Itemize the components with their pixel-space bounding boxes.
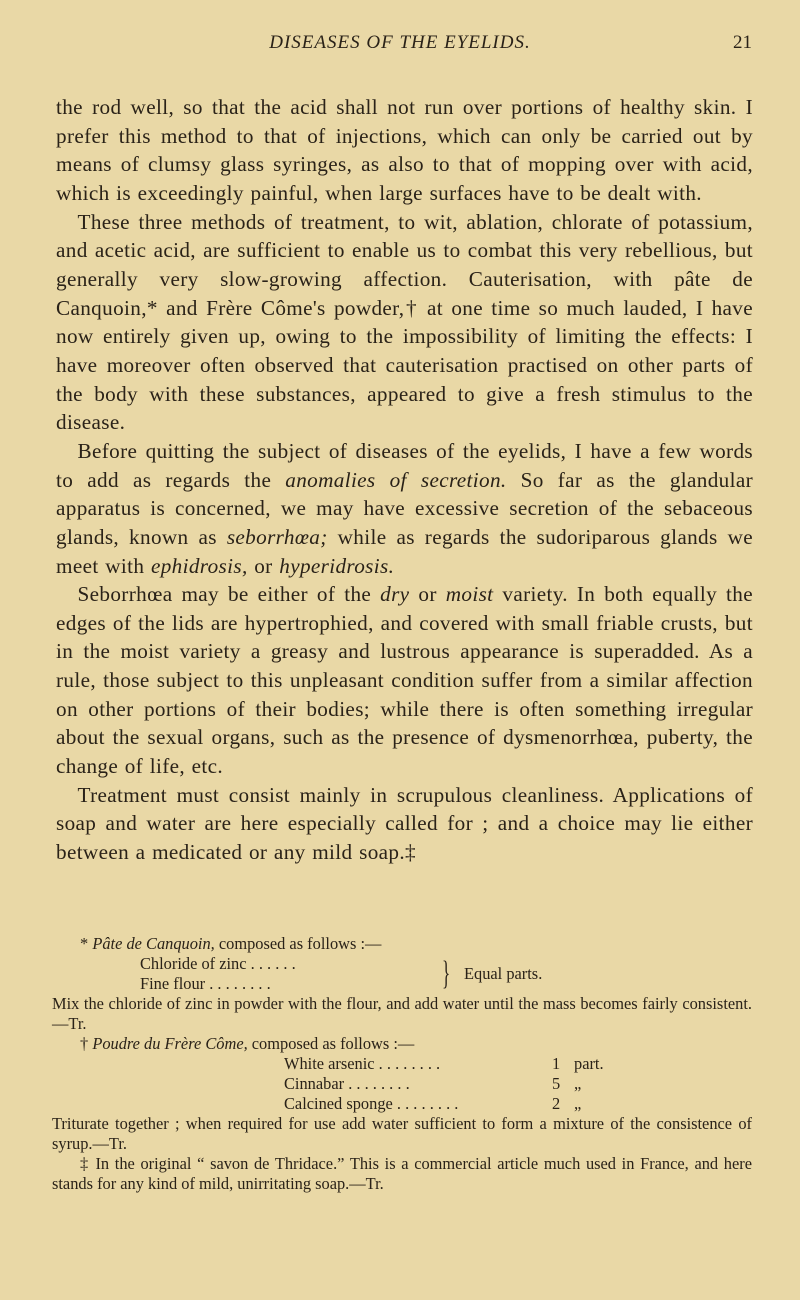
footnote-1-recipe [52,954,752,994]
page-header [0,32,800,62]
recipe-row: Chloride of zinc . . . . . . [140,954,296,973]
paragraph: These three methods of treatment, to wit, ablation, chlorate of potassium, and acetic acid, are sufficient to enable us to combat this very rebellious, but generally very slow-growing affection. Cauterisation, with pâte de Canquoin,* and Frère Côme's powder,† at one time so much lauded, I have now entirely given up, owing to the impossibility of limiting the effects: I have moreover often observed that cauterisation practised on other parts of the body with these substances, appeared to give a fresh stimulus to the disease. [56,209,753,435]
footnote-3-text: ‡ In the original “ savon de Thridace.” This is a commercial article much used in France, and here stands for any kind of mild, unirritating soap.—Tr. [52,1154,752,1193]
brace: } [442,955,451,992]
footnote-1-text: Mix the chloride of zinc in powder with the flour, and add water until the mass becomes fairly consistent.—Tr. [52,994,752,1033]
paragraph: the rod well, so that the acid shall not run over portions of healthy skin. I prefer this method to that of injections, which can only be carried out by means of clumsy glass syringes, as also to that of mopping over with acid, which is exceedingly painful, when large surfaces have to be dealt with. [56,95,753,205]
recipe-row: Cinnabar . . . . . . . . 5 „ [284,1074,582,1093]
page-number: 21 [733,32,752,53]
footnote-2-text: Triturate together ; when required for use add water sufficient to form a mixture of the consistence of syrup.—Tr. [52,1114,752,1153]
paragraph: Before quitting the subject of diseases of the eyelids, I have a few words to add as regards the anomalies of secretion. So far as the glandular apparatus is concerned, we may have excessive secretion of the sebaceous glands, known as seborrhœa; while as regards the sudoriparous glands we meet with ephidrosis, or hyperidrosis. [56,438,753,578]
recipe-row: Calcined sponge . . . . . . . . 2 „ [284,1094,582,1113]
paragraph: Treatment must consist mainly in scrupulous cleanliness. Applications of soap and water are here especially called for ; and a choice may lie either between a medicated or any mild soap.‡ [56,782,753,865]
running-title: DISEASES OF THE EYELIDS. [269,32,531,53]
paragraph: Seborrhœa may be either of the dry or moist variety. In both equally the edges of the lids are hypertrophied, and covered with small friable crusts, but in the moist variety a greasy and lustrous appearance is superadded. As a rule, those subject to this unpleasant condition suffer from a similar affection on other portions of their bodies; while there is often something irregular about the sexual organs, such as the presence of dysmenorrhœa, puberty, the change of life, etc. [56,582,753,779]
recipe-quantity: Equal parts. [464,964,543,983]
footnote-1-heading: * Pâte de Canquoin, composed as follows :— [80,934,382,953]
footnote-2-heading: † Poudre du Frère Côme, composed as follows :— [80,1034,415,1053]
body-text [56,93,753,867]
recipe-row: White arsenic . . . . . . . . 1 part. [284,1054,604,1073]
recipe-row: Fine flour . . . . . . . . [140,974,271,993]
footnote-2-recipe [52,1054,752,1114]
footnotes [52,934,752,1194]
